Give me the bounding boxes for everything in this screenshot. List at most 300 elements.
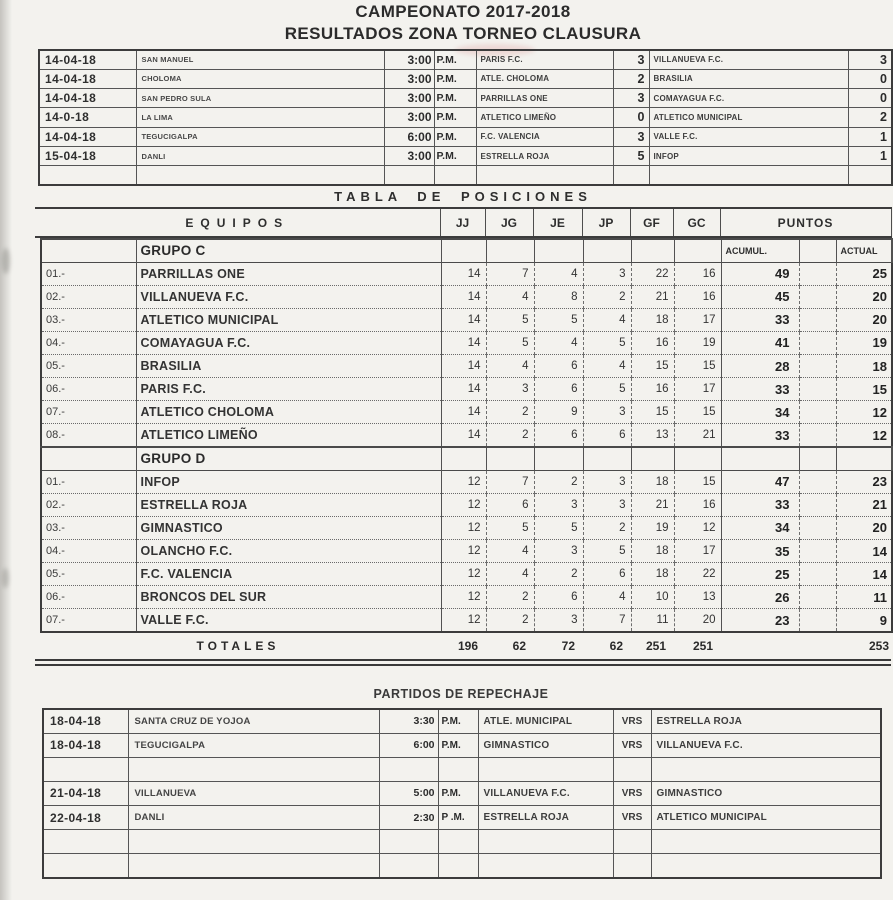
versus-label: VRS [613,733,651,757]
gc-value: 21 [674,424,721,447]
position-number: 05.- [41,355,136,378]
kickoff-time: 3:00 [384,108,434,127]
je-value: 4 [534,331,583,354]
venue-city: VILLANUEVA [128,781,379,805]
team-two [651,757,881,781]
meridiem: P.M. [434,89,476,108]
team-one [478,854,613,878]
jp-value: 5 [583,331,631,354]
home-team: PARIS F.C. [476,50,613,69]
home-team: PARRILLAS ONE [476,89,613,108]
equipos-header: EQUIPOS [185,215,290,230]
meridiem [438,757,478,781]
away-score [848,166,892,185]
home-score: 3 [613,89,649,108]
jp-value: 3 [583,470,631,493]
totals-row [40,634,891,657]
gc-value: 12 [674,516,721,539]
jg-value: 2 [486,609,534,632]
match-date [39,166,136,185]
gf-value: 11 [631,609,674,632]
meridiem: P.M. [434,127,476,146]
position-number: 07.- [41,609,136,632]
gf-value: 15 [631,401,674,424]
standing-row [41,424,892,447]
puntos-actuales: 15 [872,381,887,397]
gc-value: 13 [674,586,721,609]
je-value: 6 [534,424,583,447]
position-number: 02.- [41,285,136,308]
jj-value: 14 [441,401,486,424]
position-number: 05.- [41,563,136,586]
gc-header: GC [673,208,720,237]
kickoff-time: 3:30 [379,709,438,733]
away-score: 1 [848,127,892,146]
gf-value: 18 [631,308,674,331]
kickoff-time: 2:30 [379,806,438,830]
standing-row [41,285,892,308]
result-row [39,166,892,185]
kickoff-time: 3:00 [384,69,434,88]
jj-value: 14 [441,424,486,447]
totals-je: 72 [561,638,575,653]
match-date: 22-04-18 [43,806,128,830]
venue-city [128,854,379,878]
je-value: 8 [534,285,583,308]
puntos-actuales: 25 [872,266,887,282]
team-one: VILLANUEVA F.C. [478,781,613,805]
puntos-actuales: 20 [872,312,887,328]
jj-value: 12 [441,470,486,493]
gf-value: 10 [631,586,674,609]
versus-label: VRS [613,709,651,733]
away-team [649,166,848,185]
gc-value: 17 [674,378,721,401]
meridiem: P.M. [438,709,478,733]
home-team: ESTRELLA ROJA [476,146,613,165]
results-table [38,49,893,186]
jj-value: 12 [441,609,486,632]
puntos-actuales: 14 [872,566,887,582]
jj-value: 12 [441,493,486,516]
jp-value: 5 [583,378,631,401]
jj-value: 14 [441,285,486,308]
venue-city: SANTA CRUZ DE YOJOA [128,709,379,733]
jj-value: 12 [441,563,486,586]
team-name: INFOP [136,470,441,493]
puntos-actuales: 12 [872,404,887,420]
kickoff-time: 3:00 [384,50,434,69]
scanner-edge-artifact [0,0,12,900]
kickoff-time: 6:00 [379,733,438,757]
gf-value: 16 [631,331,674,354]
away-team: COMAYAGUA F.C. [649,89,848,108]
team-name: ATLETICO MUNICIPAL [136,308,441,331]
home-score: 2 [613,69,649,88]
team-two [651,854,881,878]
jp-value: 2 [583,285,631,308]
venue-city: DANLI [128,806,379,830]
jg-value: 4 [486,285,534,308]
puntos-acumulados: 41 [721,331,799,354]
gc-value: 15 [674,470,721,493]
puntos-actuales: 18 [872,358,887,374]
puntos-acumulados: 34 [721,401,799,424]
jp-value: 3 [583,262,631,285]
totals-label: TOTALES [196,638,280,653]
puntos-acumulados: 49 [721,262,799,285]
jg-value: 6 [486,493,534,516]
gc-value: 15 [674,355,721,378]
jp-value: 3 [583,401,631,424]
team-name: ATLETICO CHOLOMA [136,401,441,424]
totals-jj: 196 [457,638,478,653]
je-value: 5 [534,308,583,331]
repechaje-row [43,757,881,781]
jg-value: 3 [486,378,534,401]
result-row [39,69,892,88]
venue-city: SAN PEDRO SULA [136,89,384,108]
jg-value: 5 [486,516,534,539]
match-date: 18-04-18 [43,733,128,757]
team-one: GIMNASTICO [478,733,613,757]
repechaje-row [43,854,881,878]
home-score [613,166,649,185]
jp-value: 4 [583,355,631,378]
team-one [478,830,613,854]
puntos-acumulados: 23 [721,609,799,632]
versus-label [613,830,651,854]
jj-value: 12 [441,516,486,539]
team-name: ESTRELLA ROJA [136,493,441,516]
match-date: 21-04-18 [43,781,128,805]
je-value: 2 [534,470,583,493]
kickoff-time [379,757,438,781]
jg-value: 7 [486,470,534,493]
away-score: 1 [848,146,892,165]
je-value: 3 [534,539,583,562]
gf-value: 18 [631,539,674,562]
versus-label: VRS [613,781,651,805]
totals-gc: 251 [692,638,713,653]
jp-value: 6 [583,563,631,586]
page-subtitle: RESULTADOS ZONA TORNEO CLAUSURA [284,24,642,43]
kickoff-time [384,166,434,185]
puntos-acumulados: 45 [721,285,799,308]
puntos-acumulados: 25 [721,563,799,586]
gc-value: 20 [674,609,721,632]
match-date: 14-04-18 [39,50,136,69]
gf-value: 15 [631,355,674,378]
match-date: 14-04-18 [39,127,136,146]
jg-value: 4 [486,355,534,378]
repechaje-row [43,781,881,805]
away-team: VALLE F.C. [649,127,848,146]
je-value: 6 [534,586,583,609]
result-row [39,89,892,108]
home-team: ATLETICO LIMEÑO [476,108,613,127]
gc-value: 16 [674,285,721,308]
standing-row [41,609,892,632]
puntos-acumulados: 33 [721,378,799,401]
position-number: 04.- [41,331,136,354]
team-one: ATLE. MUNICIPAL [478,709,613,733]
home-team: F.C. VALENCIA [476,127,613,146]
match-date [43,830,128,854]
standings-title: TABLA DE POSICIONES [334,189,592,204]
position-number: 06.- [41,378,136,401]
totals-acumul [720,634,798,657]
actual-label: ACTUAL [836,239,892,262]
puntos-actuales: 9 [879,612,887,628]
puntos-acumulados: 35 [721,539,799,562]
position-number: 02.- [41,493,136,516]
team-name: GIMNASTICO [136,516,441,539]
puntos-header: PUNTOS [720,208,891,237]
standing-row [41,539,892,562]
team-one: ESTRELLA ROJA [478,806,613,830]
venue-city [128,757,379,781]
home-team [476,166,613,185]
jj-value: 12 [441,539,486,562]
je-value: 6 [534,355,583,378]
position-number: 01.- [41,470,136,493]
meridiem: P.M. [434,108,476,127]
venue-city [128,830,379,854]
away-team: INFOP [649,146,848,165]
double-rule-divider [35,659,891,666]
standings-header-row [35,207,892,238]
group-c-label: GRUPO C [136,239,441,262]
team-name: ATLETICO LIMEÑO [136,424,441,447]
gc-value: 17 [674,308,721,331]
versus-label [613,854,651,878]
jg-value: 4 [486,539,534,562]
match-date [43,757,128,781]
standings-column-headers [35,208,891,237]
venue-city: SAN MANUEL [136,50,384,69]
jg-value: 2 [486,424,534,447]
puntos-acumulados: 33 [721,308,799,331]
team-two: ATLETICO MUNICIPAL [651,806,881,830]
home-score: 5 [613,146,649,165]
je-header: JE [533,208,582,237]
kickoff-time [379,830,438,854]
result-row [39,146,892,165]
meridiem [438,854,478,878]
standings-table [40,238,893,633]
gf-value: 21 [631,285,674,308]
puntos-actuales: 12 [872,427,887,443]
puntos-actuales: 20 [872,520,887,536]
standing-row [41,401,892,424]
team-name: BRONCOS DEL SUR [136,586,441,609]
team-two [651,830,881,854]
gf-value: 18 [631,563,674,586]
team-two: GIMNASTICO [651,781,881,805]
versus-label [613,757,651,781]
meridiem [438,830,478,854]
team-name: OLANCHO F.C. [136,539,441,562]
group-d-header-row [41,447,892,470]
gf-value: 19 [631,516,674,539]
totals [40,634,891,657]
gc-value: 16 [674,262,721,285]
repechaje-row [43,806,881,830]
gray-smudge-artifact [2,568,9,588]
jg-value: 5 [486,308,534,331]
je-value: 9 [534,401,583,424]
match-date: 18-04-18 [43,709,128,733]
position-number: 06.- [41,586,136,609]
jj-value: 14 [441,378,486,401]
jg-header: JG [485,208,533,237]
away-team: VILLANUEVA F.C. [649,50,848,69]
puntos-actuales: 23 [872,474,887,490]
repechaje-table [42,708,882,879]
jp-value: 6 [583,424,631,447]
gf-value: 18 [631,470,674,493]
je-value: 3 [534,493,583,516]
jj-value: 14 [441,308,486,331]
je-value: 2 [534,563,583,586]
puntos-actuales: 21 [872,497,887,513]
jp-value: 7 [583,609,631,632]
jj-header: JJ [440,208,485,237]
venue-city [136,166,384,185]
meridiem: P.M. [434,146,476,165]
position-number: 03.- [41,308,136,331]
je-value: 6 [534,378,583,401]
home-score: 0 [613,108,649,127]
page-title: CAMPEONATO 2017-2018 [355,2,571,21]
team-name: PARRILLAS ONE [136,262,441,285]
jp-value: 4 [583,586,631,609]
venue-city: TEGUCIGALPA [128,733,379,757]
je-value: 3 [534,609,583,632]
gf-value: 16 [631,378,674,401]
jg-value: 2 [486,586,534,609]
gf-value: 13 [631,424,674,447]
gc-value: 17 [674,539,721,562]
standing-row [41,378,892,401]
away-score: 0 [848,89,892,108]
meridiem [434,166,476,185]
puntos-actuales: 14 [872,543,887,559]
group-d-label: GRUPO D [136,447,441,470]
jp-header: JP [582,208,630,237]
team-name: VALLE F.C. [136,609,441,632]
jg-value: 4 [486,563,534,586]
jg-value: 7 [486,262,534,285]
versus-label: VRS [613,806,651,830]
kickoff-time: 5:00 [379,781,438,805]
standing-row [41,262,892,285]
team-name: COMAYAGUA F.C. [136,331,441,354]
je-value: 4 [534,262,583,285]
meridiem: P.M. [434,50,476,69]
home-score: 3 [613,127,649,146]
standing-row [41,586,892,609]
standing-row [41,355,892,378]
result-row [39,127,892,146]
jp-value: 2 [583,516,631,539]
puntos-actuales: 19 [872,335,887,351]
totals-gf: 251 [645,638,666,653]
jp-value: 5 [583,539,631,562]
match-date [43,854,128,878]
result-row [39,50,892,69]
kickoff-time [379,854,438,878]
kickoff-time: 6:00 [384,127,434,146]
meridiem: P.M. [438,733,478,757]
venue-city: CHOLOMA [136,69,384,88]
repechaje-title: PARTIDOS DE REPECHAJE [373,687,549,701]
standing-row [41,563,892,586]
puntos-acumulados: 28 [721,355,799,378]
team-name: PARIS F.C. [136,378,441,401]
puntos-acumulados: 34 [721,516,799,539]
position-number: 08.- [41,424,136,447]
meridiem: P .M. [438,806,478,830]
gc-value: 15 [674,401,721,424]
kickoff-time: 3:00 [384,146,434,165]
jj-value: 12 [441,586,486,609]
standing-row [41,470,892,493]
repechaje-row [43,830,881,854]
repechaje-row [43,709,881,733]
position-number: 01.- [41,262,136,285]
standing-row [41,493,892,516]
gc-value: 19 [674,331,721,354]
home-score: 3 [613,50,649,69]
position-number: 07.- [41,401,136,424]
match-date: 14-0-18 [39,108,136,127]
puntos-acumulados: 33 [721,424,799,447]
position-number: 03.- [41,516,136,539]
jj-value: 14 [441,331,486,354]
gray-smudge-artifact [2,248,10,274]
standing-row [41,331,892,354]
home-team: ATLE. CHOLOMA [476,69,613,88]
team-name: F.C. VALENCIA [136,563,441,586]
away-score: 0 [848,69,892,88]
gc-value: 22 [674,563,721,586]
away-team: ATLETICO MUNICIPAL [649,108,848,127]
team-one [478,757,613,781]
team-name: VILLANUEVA F.C. [136,285,441,308]
team-two: VILLANUEVA F.C. [651,733,881,757]
gf-value: 22 [631,262,674,285]
puntos-actuales: 11 [873,589,887,605]
group-c-header-row [41,239,892,262]
puntos-acumulados: 33 [721,493,799,516]
totals-jp: 62 [609,638,623,653]
meridiem: P.M. [438,781,478,805]
venue-city: DANLI [136,146,384,165]
totals-jg: 62 [512,638,526,653]
je-value: 5 [534,516,583,539]
away-score: 2 [848,108,892,127]
gf-value: 21 [631,493,674,516]
result-row [39,108,892,127]
jg-value: 5 [486,331,534,354]
puntos-actuales: 20 [872,289,887,305]
repechaje-row [43,733,881,757]
away-team: BRASILIA [649,69,848,88]
venue-city: TEGUCIGALPA [136,127,384,146]
venue-city: LA LIMA [136,108,384,127]
